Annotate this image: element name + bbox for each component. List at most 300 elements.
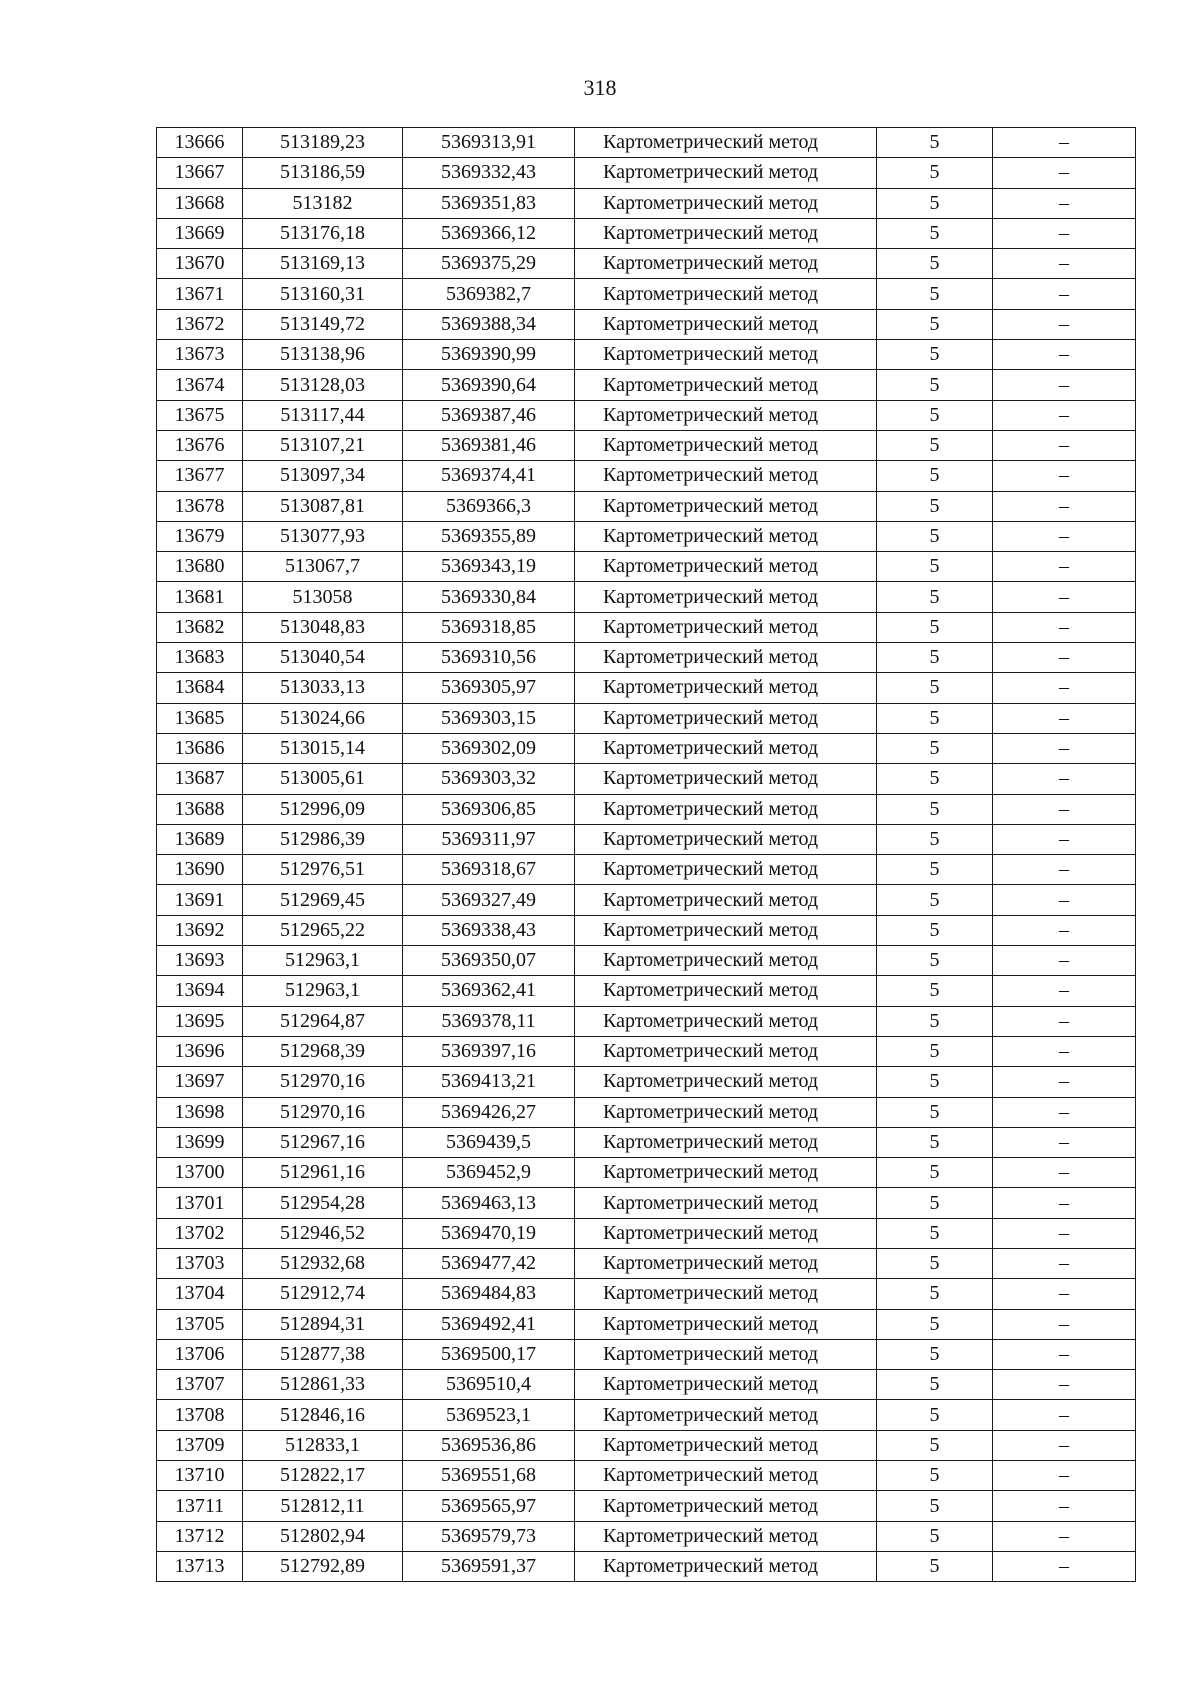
x-coordinate-cell: 512964,87 bbox=[243, 1006, 403, 1036]
method-cell: Картометрический метод bbox=[575, 128, 877, 158]
point-number-cell: 13682 bbox=[157, 612, 243, 642]
method-cell: Картометрический метод bbox=[575, 279, 877, 309]
method-cell: Картометрический метод bbox=[575, 218, 877, 248]
description-cell: – bbox=[993, 673, 1136, 703]
description-cell: – bbox=[993, 643, 1136, 673]
table-row bbox=[157, 158, 1136, 188]
y-coordinate-cell: 5369303,15 bbox=[403, 703, 575, 733]
description-cell: – bbox=[993, 1430, 1136, 1460]
description-cell: – bbox=[993, 1036, 1136, 1066]
x-coordinate-cell: 513024,66 bbox=[243, 703, 403, 733]
point-number-cell: 13675 bbox=[157, 400, 243, 430]
description-cell: – bbox=[993, 1400, 1136, 1430]
method-cell: Картометрический метод bbox=[575, 643, 877, 673]
y-coordinate-cell: 5369382,7 bbox=[403, 279, 575, 309]
description-cell: – bbox=[993, 885, 1136, 915]
point-number-cell: 13699 bbox=[157, 1127, 243, 1157]
y-coordinate-cell: 5369397,16 bbox=[403, 1036, 575, 1066]
accuracy-cell: 5 bbox=[877, 461, 993, 491]
point-number-cell: 13694 bbox=[157, 976, 243, 1006]
accuracy-cell: 5 bbox=[877, 1158, 993, 1188]
x-coordinate-cell: 513040,54 bbox=[243, 643, 403, 673]
point-number-cell: 13670 bbox=[157, 249, 243, 279]
point-number-cell: 13713 bbox=[157, 1551, 243, 1581]
method-cell: Картометрический метод bbox=[575, 855, 877, 885]
description-cell: – bbox=[993, 794, 1136, 824]
x-coordinate-cell: 512970,16 bbox=[243, 1097, 403, 1127]
method-cell: Картометрический метод bbox=[575, 1491, 877, 1521]
point-number-cell: 13710 bbox=[157, 1461, 243, 1491]
table-row bbox=[157, 128, 1136, 158]
accuracy-cell: 5 bbox=[877, 1006, 993, 1036]
y-coordinate-cell: 5369500,17 bbox=[403, 1339, 575, 1369]
description-cell: – bbox=[993, 915, 1136, 945]
table-row bbox=[157, 309, 1136, 339]
accuracy-cell: 5 bbox=[877, 552, 993, 582]
point-number-cell: 13708 bbox=[157, 1400, 243, 1430]
y-coordinate-cell: 5369374,41 bbox=[403, 461, 575, 491]
accuracy-cell: 5 bbox=[877, 673, 993, 703]
table-row bbox=[157, 855, 1136, 885]
y-coordinate-cell: 5369375,29 bbox=[403, 249, 575, 279]
accuracy-cell: 5 bbox=[877, 1188, 993, 1218]
x-coordinate-cell: 512968,39 bbox=[243, 1036, 403, 1066]
x-coordinate-cell: 512894,31 bbox=[243, 1309, 403, 1339]
accuracy-cell: 5 bbox=[877, 1551, 993, 1581]
accuracy-cell: 5 bbox=[877, 855, 993, 885]
y-coordinate-cell: 5369452,9 bbox=[403, 1158, 575, 1188]
accuracy-cell: 5 bbox=[877, 1430, 993, 1460]
y-coordinate-cell: 5369381,46 bbox=[403, 430, 575, 460]
point-number-cell: 13689 bbox=[157, 824, 243, 854]
x-coordinate-cell: 513182 bbox=[243, 188, 403, 218]
method-cell: Картометрический метод bbox=[575, 1158, 877, 1188]
table-row bbox=[157, 1370, 1136, 1400]
x-coordinate-cell: 512802,94 bbox=[243, 1521, 403, 1551]
table-row bbox=[157, 1127, 1136, 1157]
point-number-cell: 13678 bbox=[157, 491, 243, 521]
table-row bbox=[157, 582, 1136, 612]
x-coordinate-cell: 513138,96 bbox=[243, 340, 403, 370]
method-cell: Картометрический метод bbox=[575, 1067, 877, 1097]
point-number-cell: 13701 bbox=[157, 1188, 243, 1218]
method-cell: Картометрический метод bbox=[575, 703, 877, 733]
x-coordinate-cell: 512986,39 bbox=[243, 824, 403, 854]
x-coordinate-cell: 512976,51 bbox=[243, 855, 403, 885]
description-cell: – bbox=[993, 340, 1136, 370]
table-row bbox=[157, 1097, 1136, 1127]
table-row bbox=[157, 1521, 1136, 1551]
accuracy-cell: 5 bbox=[877, 1400, 993, 1430]
description-cell: – bbox=[993, 824, 1136, 854]
description-cell: – bbox=[993, 855, 1136, 885]
method-cell: Картометрический метод bbox=[575, 400, 877, 430]
method-cell: Картометрический метод bbox=[575, 1279, 877, 1309]
description-cell: – bbox=[993, 552, 1136, 582]
x-coordinate-cell: 512812,11 bbox=[243, 1491, 403, 1521]
y-coordinate-cell: 5369378,11 bbox=[403, 1006, 575, 1036]
description-cell: – bbox=[993, 491, 1136, 521]
table-row bbox=[157, 1279, 1136, 1309]
y-coordinate-cell: 5369338,43 bbox=[403, 915, 575, 945]
description-cell: – bbox=[993, 521, 1136, 551]
point-number-cell: 13687 bbox=[157, 764, 243, 794]
method-cell: Картометрический метод bbox=[575, 885, 877, 915]
point-number-cell: 13709 bbox=[157, 1430, 243, 1460]
x-coordinate-cell: 513033,13 bbox=[243, 673, 403, 703]
y-coordinate-cell: 5369390,99 bbox=[403, 340, 575, 370]
table-row bbox=[157, 1551, 1136, 1581]
table-row bbox=[157, 461, 1136, 491]
accuracy-cell: 5 bbox=[877, 1309, 993, 1339]
y-coordinate-cell: 5369387,46 bbox=[403, 400, 575, 430]
x-coordinate-cell: 513186,59 bbox=[243, 158, 403, 188]
y-coordinate-cell: 5369313,91 bbox=[403, 128, 575, 158]
y-coordinate-cell: 5369413,21 bbox=[403, 1067, 575, 1097]
accuracy-cell: 5 bbox=[877, 188, 993, 218]
description-cell: – bbox=[993, 249, 1136, 279]
method-cell: Картометрический метод bbox=[575, 1036, 877, 1066]
description-cell: – bbox=[993, 612, 1136, 642]
method-cell: Картометрический метод bbox=[575, 491, 877, 521]
point-number-cell: 13679 bbox=[157, 521, 243, 551]
point-number-cell: 13685 bbox=[157, 703, 243, 733]
table-row bbox=[157, 279, 1136, 309]
method-cell: Картометрический метод bbox=[575, 1127, 877, 1157]
table-row bbox=[157, 703, 1136, 733]
description-cell: – bbox=[993, 370, 1136, 400]
method-cell: Картометрический метод bbox=[575, 1400, 877, 1430]
description-cell: – bbox=[993, 1339, 1136, 1369]
description-cell: – bbox=[993, 1551, 1136, 1581]
table-row bbox=[157, 946, 1136, 976]
method-cell: Картометрический метод bbox=[575, 1521, 877, 1551]
point-number-cell: 13680 bbox=[157, 552, 243, 582]
x-coordinate-cell: 512969,45 bbox=[243, 885, 403, 915]
x-coordinate-cell: 512877,38 bbox=[243, 1339, 403, 1369]
description-cell: – bbox=[993, 1097, 1136, 1127]
y-coordinate-cell: 5369591,37 bbox=[403, 1551, 575, 1581]
point-number-cell: 13695 bbox=[157, 1006, 243, 1036]
y-coordinate-cell: 5369551,68 bbox=[403, 1461, 575, 1491]
point-number-cell: 13703 bbox=[157, 1248, 243, 1278]
method-cell: Картометрический метод bbox=[575, 976, 877, 1006]
accuracy-cell: 5 bbox=[877, 1491, 993, 1521]
point-number-cell: 13671 bbox=[157, 279, 243, 309]
method-cell: Картометрический метод bbox=[575, 552, 877, 582]
y-coordinate-cell: 5369565,97 bbox=[403, 1491, 575, 1521]
accuracy-cell: 5 bbox=[877, 1279, 993, 1309]
y-coordinate-cell: 5369306,85 bbox=[403, 794, 575, 824]
y-coordinate-cell: 5369343,19 bbox=[403, 552, 575, 582]
x-coordinate-cell: 513128,03 bbox=[243, 370, 403, 400]
x-coordinate-cell: 513169,13 bbox=[243, 249, 403, 279]
method-cell: Картометрический метод bbox=[575, 582, 877, 612]
method-cell: Картометрический метод bbox=[575, 1461, 877, 1491]
x-coordinate-cell: 513087,81 bbox=[243, 491, 403, 521]
description-cell: – bbox=[993, 461, 1136, 491]
description-cell: – bbox=[993, 1521, 1136, 1551]
description-cell: – bbox=[993, 430, 1136, 460]
table-row bbox=[157, 188, 1136, 218]
accuracy-cell: 5 bbox=[877, 794, 993, 824]
coordinates-table-body bbox=[157, 128, 1136, 1582]
accuracy-cell: 5 bbox=[877, 1036, 993, 1066]
description-cell: – bbox=[993, 1279, 1136, 1309]
x-coordinate-cell: 513189,23 bbox=[243, 128, 403, 158]
point-number-cell: 13711 bbox=[157, 1491, 243, 1521]
y-coordinate-cell: 5369351,83 bbox=[403, 188, 575, 218]
accuracy-cell: 5 bbox=[877, 218, 993, 248]
y-coordinate-cell: 5369302,09 bbox=[403, 733, 575, 763]
accuracy-cell: 5 bbox=[877, 824, 993, 854]
accuracy-cell: 5 bbox=[877, 915, 993, 945]
point-number-cell: 13706 bbox=[157, 1339, 243, 1369]
point-number-cell: 13698 bbox=[157, 1097, 243, 1127]
description-cell: – bbox=[993, 1127, 1136, 1157]
method-cell: Картометрический метод bbox=[575, 1218, 877, 1248]
table-row bbox=[157, 1339, 1136, 1369]
accuracy-cell: 5 bbox=[877, 1461, 993, 1491]
method-cell: Картометрический метод bbox=[575, 733, 877, 763]
x-coordinate-cell: 512965,22 bbox=[243, 915, 403, 945]
y-coordinate-cell: 5369305,97 bbox=[403, 673, 575, 703]
accuracy-cell: 5 bbox=[877, 158, 993, 188]
method-cell: Картометрический метод bbox=[575, 915, 877, 945]
method-cell: Картометрический метод bbox=[575, 430, 877, 460]
method-cell: Картометрический метод bbox=[575, 1188, 877, 1218]
x-coordinate-cell: 512967,16 bbox=[243, 1127, 403, 1157]
table-row bbox=[157, 673, 1136, 703]
method-cell: Картометрический метод bbox=[575, 521, 877, 551]
description-cell: – bbox=[993, 1461, 1136, 1491]
x-coordinate-cell: 512954,28 bbox=[243, 1188, 403, 1218]
method-cell: Картометрический метод bbox=[575, 461, 877, 491]
description-cell: – bbox=[993, 1006, 1136, 1036]
y-coordinate-cell: 5369484,83 bbox=[403, 1279, 575, 1309]
point-number-cell: 13686 bbox=[157, 733, 243, 763]
point-number-cell: 13692 bbox=[157, 915, 243, 945]
method-cell: Картометрический метод bbox=[575, 612, 877, 642]
description-cell: – bbox=[993, 1218, 1136, 1248]
accuracy-cell: 5 bbox=[877, 1339, 993, 1369]
description-cell: – bbox=[993, 279, 1136, 309]
x-coordinate-cell: 512833,1 bbox=[243, 1430, 403, 1460]
point-number-cell: 13704 bbox=[157, 1279, 243, 1309]
method-cell: Картометрический метод bbox=[575, 249, 877, 279]
x-coordinate-cell: 512792,89 bbox=[243, 1551, 403, 1581]
description-cell: – bbox=[993, 1158, 1136, 1188]
description-cell: – bbox=[993, 188, 1136, 218]
y-coordinate-cell: 5369355,89 bbox=[403, 521, 575, 551]
table-row bbox=[157, 764, 1136, 794]
y-coordinate-cell: 5369470,19 bbox=[403, 1218, 575, 1248]
y-coordinate-cell: 5369426,27 bbox=[403, 1097, 575, 1127]
method-cell: Картометрический метод bbox=[575, 309, 877, 339]
table-row bbox=[157, 915, 1136, 945]
point-number-cell: 13674 bbox=[157, 370, 243, 400]
method-cell: Картометрический метод bbox=[575, 1430, 877, 1460]
point-number-cell: 13691 bbox=[157, 885, 243, 915]
table-row bbox=[157, 249, 1136, 279]
method-cell: Картометрический метод bbox=[575, 1370, 877, 1400]
y-coordinate-cell: 5369311,97 bbox=[403, 824, 575, 854]
method-cell: Картометрический метод bbox=[575, 1097, 877, 1127]
point-number-cell: 13681 bbox=[157, 582, 243, 612]
table-row bbox=[157, 1218, 1136, 1248]
accuracy-cell: 5 bbox=[877, 279, 993, 309]
y-coordinate-cell: 5369332,43 bbox=[403, 158, 575, 188]
accuracy-cell: 5 bbox=[877, 703, 993, 733]
x-coordinate-cell: 512846,16 bbox=[243, 1400, 403, 1430]
x-coordinate-cell: 513107,21 bbox=[243, 430, 403, 460]
accuracy-cell: 5 bbox=[877, 491, 993, 521]
description-cell: – bbox=[993, 1491, 1136, 1521]
description-cell: – bbox=[993, 1248, 1136, 1278]
x-coordinate-cell: 513077,93 bbox=[243, 521, 403, 551]
method-cell: Картометрический метод bbox=[575, 158, 877, 188]
y-coordinate-cell: 5369366,12 bbox=[403, 218, 575, 248]
table-row bbox=[157, 370, 1136, 400]
method-cell: Картометрический метод bbox=[575, 1309, 877, 1339]
description-cell: – bbox=[993, 703, 1136, 733]
description-cell: – bbox=[993, 582, 1136, 612]
description-cell: – bbox=[993, 158, 1136, 188]
y-coordinate-cell: 5369463,13 bbox=[403, 1188, 575, 1218]
point-number-cell: 13697 bbox=[157, 1067, 243, 1097]
point-number-cell: 13677 bbox=[157, 461, 243, 491]
point-number-cell: 13668 bbox=[157, 188, 243, 218]
table-row bbox=[157, 430, 1136, 460]
y-coordinate-cell: 5369439,5 bbox=[403, 1127, 575, 1157]
table-row bbox=[157, 340, 1136, 370]
point-number-cell: 13673 bbox=[157, 340, 243, 370]
method-cell: Картометрический метод bbox=[575, 673, 877, 703]
description-cell: – bbox=[993, 1067, 1136, 1097]
x-coordinate-cell: 512861,33 bbox=[243, 1370, 403, 1400]
x-coordinate-cell: 512822,17 bbox=[243, 1461, 403, 1491]
x-coordinate-cell: 512912,74 bbox=[243, 1279, 403, 1309]
point-number-cell: 13700 bbox=[157, 1158, 243, 1188]
point-number-cell: 13672 bbox=[157, 309, 243, 339]
method-cell: Картометрический метод bbox=[575, 764, 877, 794]
x-coordinate-cell: 513149,72 bbox=[243, 309, 403, 339]
table-row bbox=[157, 521, 1136, 551]
point-number-cell: 13712 bbox=[157, 1521, 243, 1551]
y-coordinate-cell: 5369366,3 bbox=[403, 491, 575, 521]
point-number-cell: 13684 bbox=[157, 673, 243, 703]
accuracy-cell: 5 bbox=[877, 1521, 993, 1551]
method-cell: Картометрический метод bbox=[575, 946, 877, 976]
x-coordinate-cell: 513048,83 bbox=[243, 612, 403, 642]
table-row bbox=[157, 1400, 1136, 1430]
accuracy-cell: 5 bbox=[877, 733, 993, 763]
table-row bbox=[157, 491, 1136, 521]
point-number-cell: 13667 bbox=[157, 158, 243, 188]
description-cell: – bbox=[993, 946, 1136, 976]
point-number-cell: 13705 bbox=[157, 1309, 243, 1339]
table-row bbox=[157, 1036, 1136, 1066]
accuracy-cell: 5 bbox=[877, 340, 993, 370]
point-number-cell: 13669 bbox=[157, 218, 243, 248]
y-coordinate-cell: 5369310,56 bbox=[403, 643, 575, 673]
table-row bbox=[157, 218, 1136, 248]
method-cell: Картометрический метод bbox=[575, 188, 877, 218]
description-cell: – bbox=[993, 218, 1136, 248]
x-coordinate-cell: 512946,52 bbox=[243, 1218, 403, 1248]
accuracy-cell: 5 bbox=[877, 946, 993, 976]
table-row bbox=[157, 1430, 1136, 1460]
method-cell: Картометрический метод bbox=[575, 1551, 877, 1581]
accuracy-cell: 5 bbox=[877, 430, 993, 460]
table-row bbox=[157, 1188, 1136, 1218]
y-coordinate-cell: 5369579,73 bbox=[403, 1521, 575, 1551]
y-coordinate-cell: 5369390,64 bbox=[403, 370, 575, 400]
accuracy-cell: 5 bbox=[877, 885, 993, 915]
y-coordinate-cell: 5369362,41 bbox=[403, 976, 575, 1006]
x-coordinate-cell: 512961,16 bbox=[243, 1158, 403, 1188]
description-cell: – bbox=[993, 309, 1136, 339]
x-coordinate-cell: 513005,61 bbox=[243, 764, 403, 794]
table-row bbox=[157, 552, 1136, 582]
coordinates-table bbox=[156, 127, 1136, 1582]
y-coordinate-cell: 5369536,86 bbox=[403, 1430, 575, 1460]
y-coordinate-cell: 5369303,32 bbox=[403, 764, 575, 794]
x-coordinate-cell: 512963,1 bbox=[243, 976, 403, 1006]
point-number-cell: 13702 bbox=[157, 1218, 243, 1248]
table-row bbox=[157, 1248, 1136, 1278]
method-cell: Картометрический метод bbox=[575, 1006, 877, 1036]
accuracy-cell: 5 bbox=[877, 309, 993, 339]
table-row bbox=[157, 1491, 1136, 1521]
accuracy-cell: 5 bbox=[877, 1370, 993, 1400]
point-number-cell: 13666 bbox=[157, 128, 243, 158]
accuracy-cell: 5 bbox=[877, 521, 993, 551]
accuracy-cell: 5 bbox=[877, 370, 993, 400]
x-coordinate-cell: 513160,31 bbox=[243, 279, 403, 309]
accuracy-cell: 5 bbox=[877, 400, 993, 430]
description-cell: – bbox=[993, 400, 1136, 430]
description-cell: – bbox=[993, 976, 1136, 1006]
table-row bbox=[157, 1158, 1136, 1188]
accuracy-cell: 5 bbox=[877, 128, 993, 158]
description-cell: – bbox=[993, 1188, 1136, 1218]
y-coordinate-cell: 5369350,07 bbox=[403, 946, 575, 976]
table-row bbox=[157, 400, 1136, 430]
y-coordinate-cell: 5369477,42 bbox=[403, 1248, 575, 1278]
table-row bbox=[157, 1006, 1136, 1036]
y-coordinate-cell: 5369388,34 bbox=[403, 309, 575, 339]
accuracy-cell: 5 bbox=[877, 1097, 993, 1127]
description-cell: – bbox=[993, 1309, 1136, 1339]
point-number-cell: 13676 bbox=[157, 430, 243, 460]
accuracy-cell: 5 bbox=[877, 1067, 993, 1097]
y-coordinate-cell: 5369327,49 bbox=[403, 885, 575, 915]
table-row bbox=[157, 1067, 1136, 1097]
table-row bbox=[157, 1309, 1136, 1339]
method-cell: Картометрический метод bbox=[575, 824, 877, 854]
table-row bbox=[157, 885, 1136, 915]
y-coordinate-cell: 5369510,4 bbox=[403, 1370, 575, 1400]
point-number-cell: 13688 bbox=[157, 794, 243, 824]
x-coordinate-cell: 512963,1 bbox=[243, 946, 403, 976]
x-coordinate-cell: 513067,7 bbox=[243, 552, 403, 582]
x-coordinate-cell: 513176,18 bbox=[243, 218, 403, 248]
table-row bbox=[157, 612, 1136, 642]
x-coordinate-cell: 512970,16 bbox=[243, 1067, 403, 1097]
accuracy-cell: 5 bbox=[877, 643, 993, 673]
method-cell: Картометрический метод bbox=[575, 1339, 877, 1369]
